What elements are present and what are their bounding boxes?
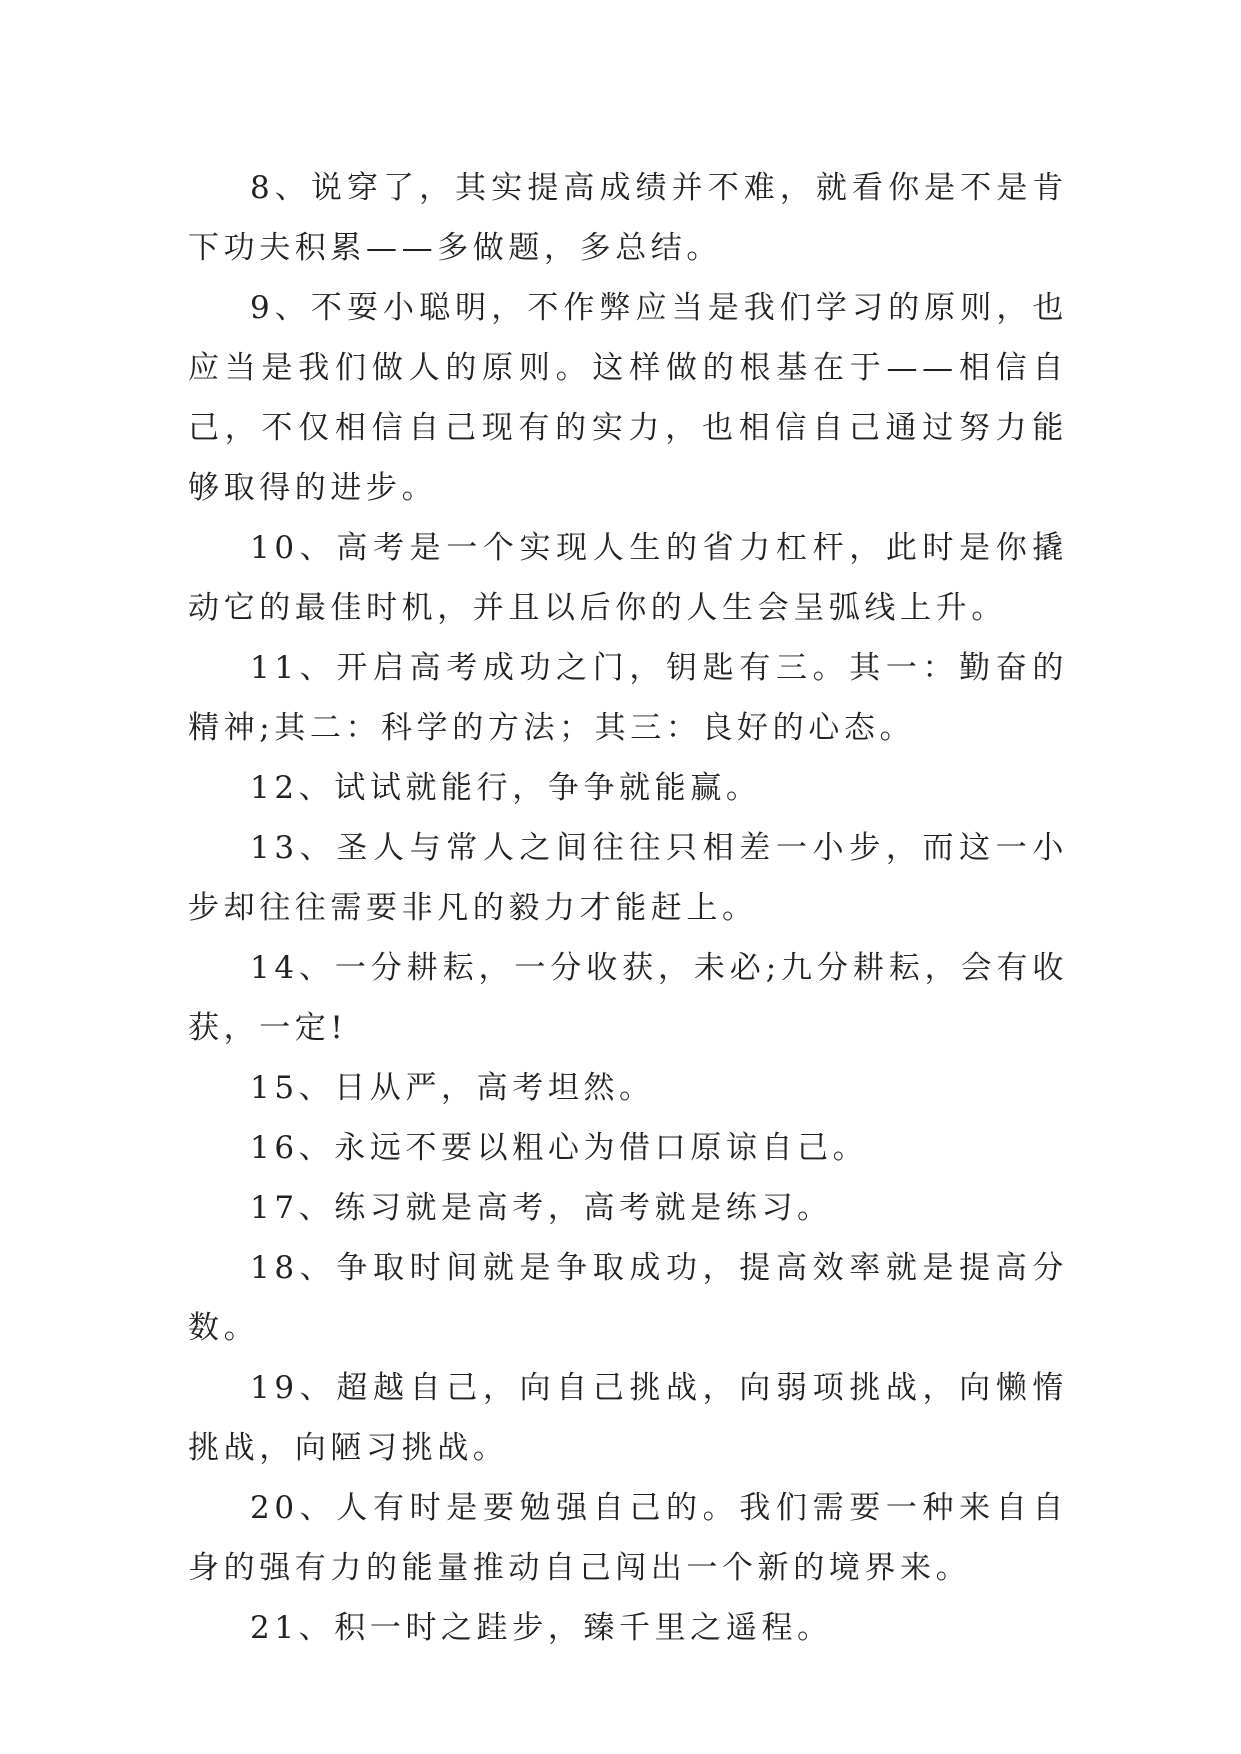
paragraph-20: 20、人有时是要勉强自己的。我们需要一种来自自身的强有力的能量推动自己闯出一个新的境界来。 [188, 1490, 1068, 1586]
paragraph-16: 16、永远不要以粗心为借口原谅自己。 [250, 1130, 869, 1166]
paragraph-9: 9、不耍小聪明，不作弊应当是我们学习的原则，也应当是我们做人的原则。这样做的根基在于——相信自己，不仅相信自己现有的实力，也相信自己通过努力能够取得的进步。 [188, 290, 1068, 506]
paragraph-8: 8、说穿了，其实提高成绩并不难，就看你是不是肯下功夫积累——多做题，多总结。 [188, 170, 1068, 266]
paragraph-11: 11、开启高考成功之门，钥匙有三。其一：勤奋的精神;其二：科学的方法；其三：良好的心态。 [188, 650, 1068, 746]
paragraph-14: 14、一分耕耘，一分收获，未必;九分耕耘，会有收获，一定! [188, 950, 1068, 1046]
paragraph-10: 10、高考是一个实现人生的省力杠杆，此时是你撬动它的最佳时机，并且以后你的人生会呈弧线上升。 [188, 530, 1068, 626]
document-body [188, 158, 1068, 1658]
paragraph-21: 21、积一时之跬步，臻千里之遥程。 [250, 1610, 833, 1646]
paragraph-13: 13、圣人与常人之间往往只相差一小步，而这一小步却往往需要非凡的毅力才能赶上。 [188, 830, 1068, 926]
paragraph-18: 18、争取时间就是争取成功，提高效率就是提高分数。 [188, 1250, 1068, 1346]
paragraph-19: 19、超越自己，向自己挑战，向弱项挑战，向懒惰挑战，向陋习挑战。 [188, 1370, 1068, 1466]
paragraph-17: 17、练习就是高考，高考就是练习。 [250, 1190, 833, 1226]
paragraph-15: 15、日从严，高考坦然。 [250, 1070, 655, 1106]
paragraph-12: 12、试试就能行，争争就能赢。 [250, 770, 762, 806]
